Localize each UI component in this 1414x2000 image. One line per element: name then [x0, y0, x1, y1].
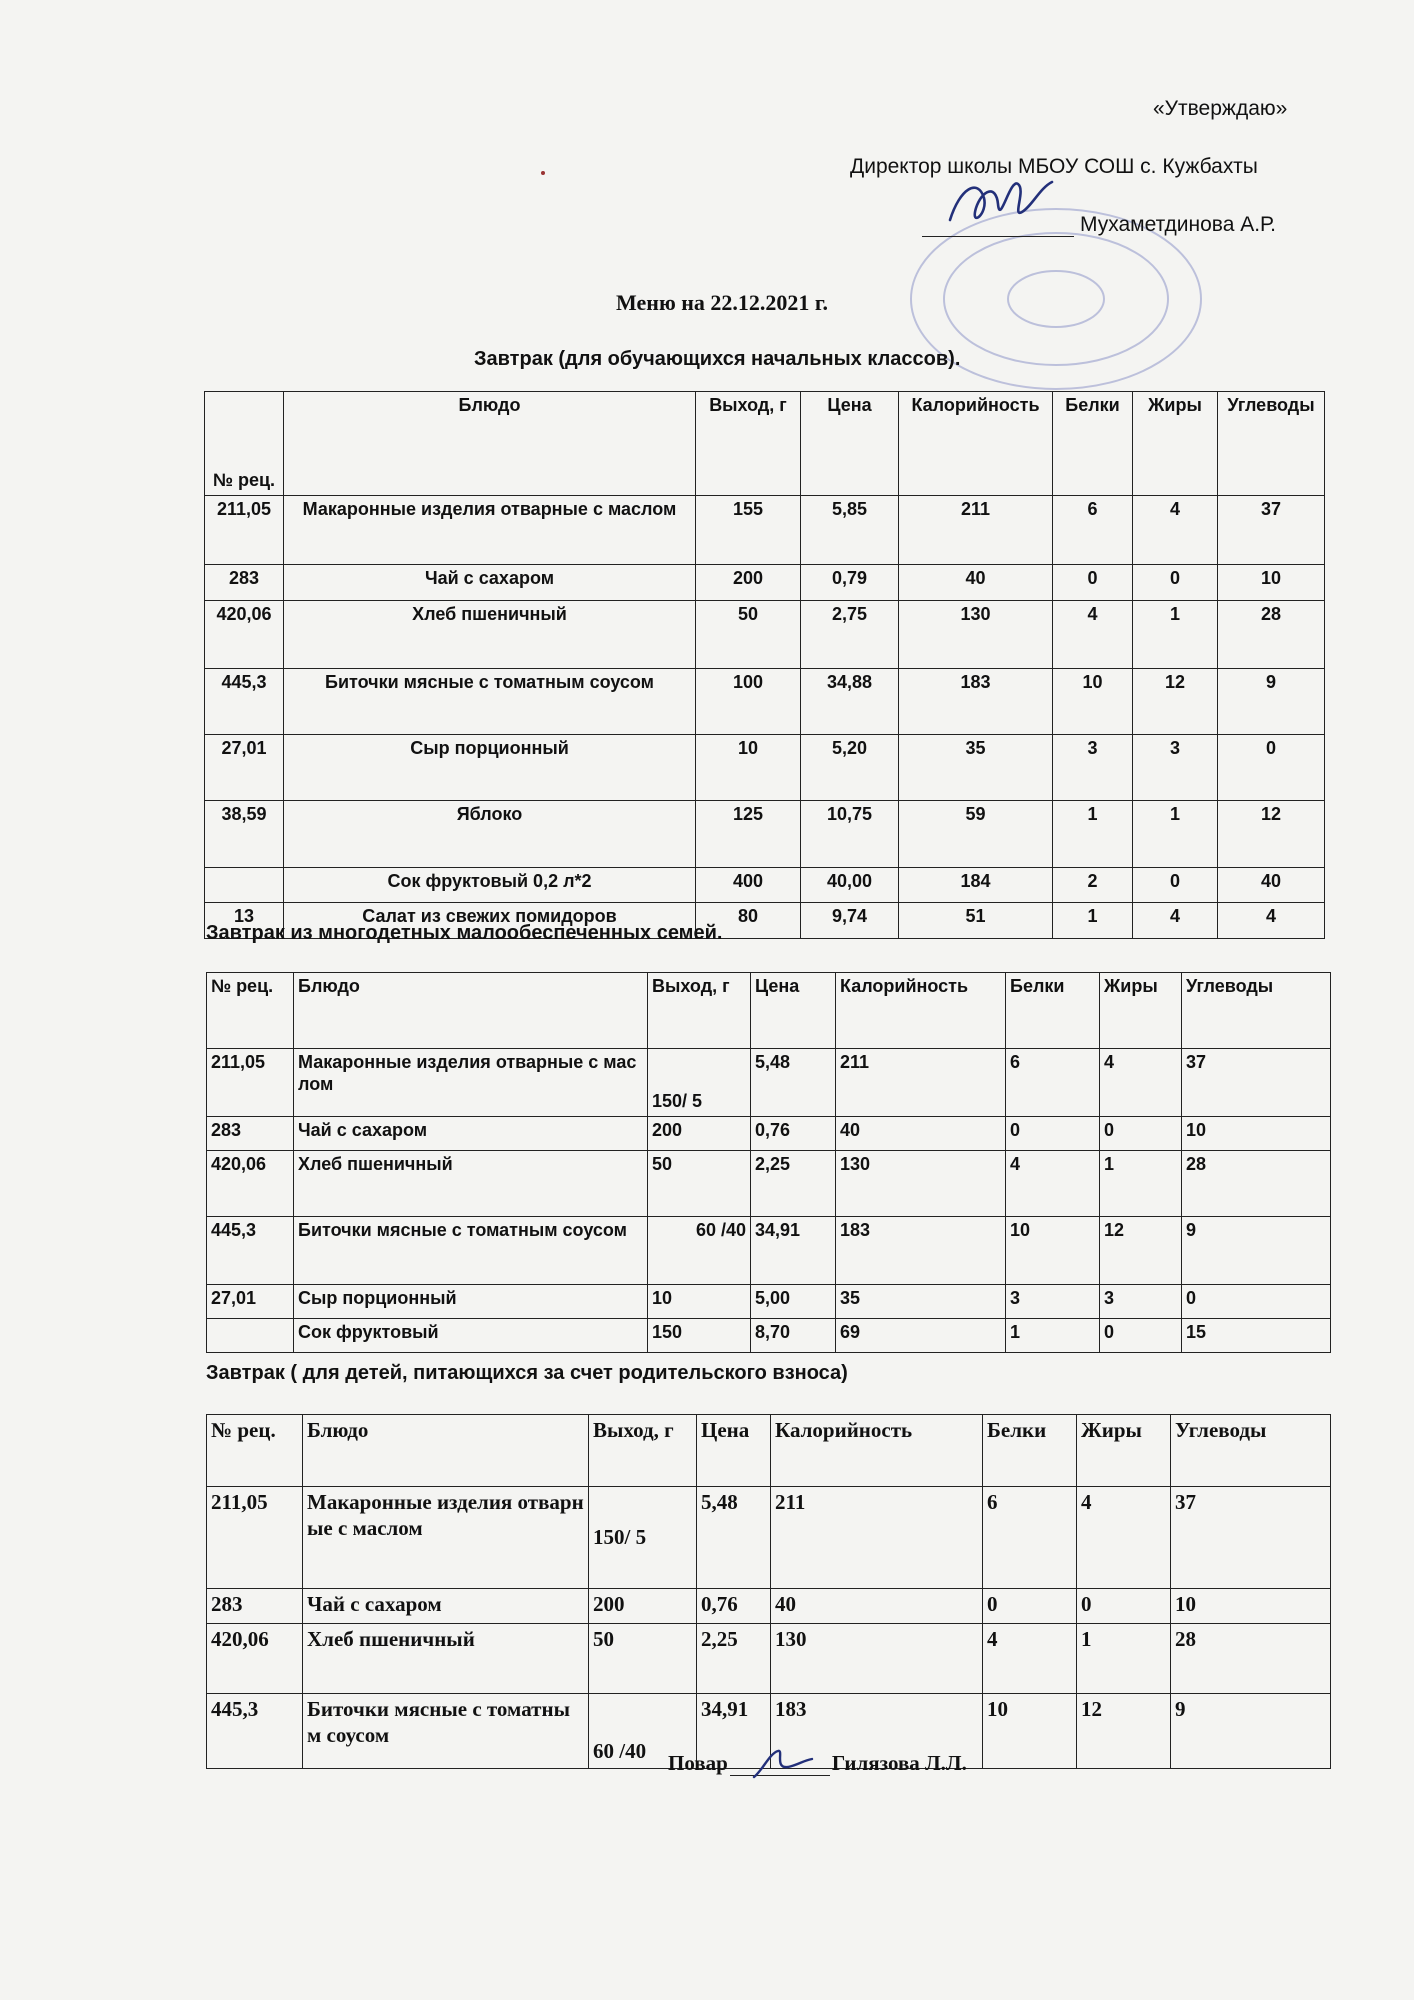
cell-portion: 100 — [696, 669, 801, 735]
cell-price: 2,25 — [751, 1151, 836, 1217]
cell-portion: 50 — [589, 1624, 697, 1694]
cell-calories: 211 — [771, 1487, 983, 1589]
cell-dish: Яблоко — [284, 801, 696, 868]
cell-recipe: 27,01 — [205, 735, 284, 801]
cell-price: 10,75 — [801, 801, 899, 868]
cook-signature-row — [668, 1751, 967, 1776]
cell-dish: Сыр порционный — [294, 1285, 648, 1319]
col-carbs: Углеводы — [1171, 1415, 1331, 1487]
cell-fats: 4 — [1133, 496, 1218, 565]
cell-dish: Биточки мясные с томатным соусом — [303, 1694, 589, 1769]
menu-table-primary — [204, 391, 1325, 939]
cell-fats: 3 — [1100, 1285, 1182, 1319]
cell-proteins: 10 — [983, 1694, 1077, 1769]
table-row — [207, 1117, 1331, 1151]
cell-carbs: 10 — [1218, 565, 1325, 601]
cell-price: 34,91 — [751, 1217, 836, 1285]
table-row — [207, 1319, 1331, 1353]
cell-recipe: 27,01 — [207, 1285, 294, 1319]
cell-dish: Макаронные изделия отварные с маслом — [284, 496, 696, 565]
cell-price: 0,76 — [697, 1589, 771, 1624]
cell-carbs: 0 — [1182, 1285, 1331, 1319]
cell-carbs: 28 — [1171, 1624, 1331, 1694]
cell-portion: 150/ 5 — [589, 1487, 697, 1589]
cell-portion: 50 — [696, 601, 801, 669]
col-proteins: Белки — [1053, 392, 1133, 496]
col-recipe-number: № рец. — [207, 1415, 303, 1487]
cell-dish: Макаронные изделия отварные с маслом — [303, 1487, 589, 1589]
table-row — [207, 1624, 1331, 1694]
cell-proteins: 6 — [1006, 1049, 1100, 1117]
menu-table-parent-funded — [206, 1414, 1331, 1769]
cell-price: 5,85 — [801, 496, 899, 565]
director-name: Мухаметдинова А.Р. — [1080, 213, 1276, 236]
cell-calories: 183 — [899, 669, 1053, 735]
table-row — [207, 1049, 1331, 1117]
cell-proteins: 6 — [983, 1487, 1077, 1589]
col-price: Цена — [697, 1415, 771, 1487]
cell-price: 5,00 — [751, 1285, 836, 1319]
ink-dot — [541, 171, 545, 175]
col-fats: Жиры — [1133, 392, 1218, 496]
col-calories: Калорийность — [771, 1415, 983, 1487]
cell-carbs: 37 — [1218, 496, 1325, 565]
cell-dish: Чай с сахаром — [284, 565, 696, 601]
cell-calories: 130 — [771, 1624, 983, 1694]
cell-fats: 0 — [1077, 1589, 1171, 1624]
table-row — [207, 1589, 1331, 1624]
cell-proteins: 0 — [1006, 1117, 1100, 1151]
cell-fats: 3 — [1133, 735, 1218, 801]
cell-portion: 400 — [696, 868, 801, 903]
cell-carbs: 28 — [1218, 601, 1325, 669]
table-row — [205, 496, 1325, 565]
cell-carbs: 10 — [1182, 1117, 1331, 1151]
col-carbs: Углеводы — [1218, 392, 1325, 496]
cell-proteins: 3 — [1053, 735, 1133, 801]
cell-price: 9,74 — [801, 903, 899, 939]
cell-price: 0,76 — [751, 1117, 836, 1151]
page-title: Меню на 22.12.2021 г. — [616, 290, 828, 315]
cell-calories: 40 — [836, 1117, 1006, 1151]
cell-carbs: 28 — [1182, 1151, 1331, 1217]
cell-price: 5,20 — [801, 735, 899, 801]
cook-signature-icon — [748, 1747, 818, 1783]
cell-calories: 130 — [836, 1151, 1006, 1217]
cell-recipe — [207, 1319, 294, 1353]
cell-calories: 35 — [899, 735, 1053, 801]
cell-fats: 1 — [1100, 1151, 1182, 1217]
cell-proteins: 0 — [983, 1589, 1077, 1624]
cell-proteins: 4 — [983, 1624, 1077, 1694]
cell-carbs: 4 — [1218, 903, 1325, 939]
cell-proteins: 6 — [1053, 496, 1133, 565]
cell-recipe: 445,3 — [207, 1217, 294, 1285]
director-signature-row — [922, 212, 1276, 237]
col-dish: Блюдо — [303, 1415, 589, 1487]
menu-table-large-families — [206, 972, 1331, 1353]
cell-proteins: 1 — [1053, 903, 1133, 939]
cell-proteins: 1 — [1006, 1319, 1100, 1353]
cell-fats: 4 — [1077, 1487, 1171, 1589]
cell-fats: 12 — [1077, 1694, 1171, 1769]
cell-calories: 40 — [899, 565, 1053, 601]
cell-dish: Биточки мясные с томатным соусом — [284, 669, 696, 735]
cell-fats: 4 — [1133, 903, 1218, 939]
cell-dish: Хлеб пшеничный — [284, 601, 696, 669]
section-title-parent-funded: Завтрак ( для детей, питающихся за счет родительского взноса) — [206, 1362, 848, 1384]
section-title-large-families: Завтрак из многодетных малообеспеченных семей. — [206, 922, 723, 944]
cell-portion: 10 — [648, 1285, 751, 1319]
cell-calories: 40 — [771, 1589, 983, 1624]
cell-recipe: 211,05 — [207, 1487, 303, 1589]
cell-fats: 12 — [1133, 669, 1218, 735]
cell-dish: Чай с сахаром — [303, 1589, 589, 1624]
cell-proteins: 4 — [1006, 1151, 1100, 1217]
cell-proteins: 4 — [1053, 601, 1133, 669]
table-row — [205, 601, 1325, 669]
table-row — [207, 1487, 1331, 1589]
cell-proteins: 3 — [1006, 1285, 1100, 1319]
cell-price: 5,48 — [751, 1049, 836, 1117]
cell-recipe: 420,06 — [207, 1624, 303, 1694]
col-calories: Калорийность — [836, 973, 1006, 1049]
cell-calories: 183 — [771, 1694, 983, 1769]
col-price: Цена — [751, 973, 836, 1049]
cell-price: 34,91 — [697, 1694, 771, 1769]
cell-portion: 200 — [589, 1589, 697, 1624]
table-header-row — [205, 392, 1325, 496]
cell-fats: 0 — [1100, 1319, 1182, 1353]
cell-price: 8,70 — [751, 1319, 836, 1353]
cell-carbs: 37 — [1171, 1487, 1331, 1589]
section-title-primary: Завтрак (для обучающихся начальных классов). — [474, 348, 961, 370]
cell-dish: Чай с сахаром — [294, 1117, 648, 1151]
cell-carbs: 10 — [1171, 1589, 1331, 1624]
cell-portion: 155 — [696, 496, 801, 565]
col-portion: Выход, г — [589, 1415, 697, 1487]
cell-recipe: 13 — [205, 903, 284, 939]
cell-portion: 60 /40 — [589, 1694, 697, 1769]
cell-portion: 150/ 5 — [648, 1049, 751, 1117]
table-row — [207, 1217, 1331, 1285]
director-signature-icon — [940, 168, 1060, 238]
cell-recipe: 283 — [207, 1117, 294, 1151]
cell-price: 34,88 — [801, 669, 899, 735]
cell-portion: 50 — [648, 1151, 751, 1217]
table-row — [207, 1151, 1331, 1217]
cell-price: 2,75 — [801, 601, 899, 669]
cell-dish: Хлеб пшеничный — [303, 1624, 589, 1694]
cell-carbs: 0 — [1218, 735, 1325, 801]
col-proteins: Белки — [983, 1415, 1077, 1487]
table-header-row — [207, 973, 1331, 1049]
cell-price: 5,48 — [697, 1487, 771, 1589]
cell-price: 0,79 — [801, 565, 899, 601]
col-recipe-number: № рец. — [205, 392, 284, 496]
cell-fats: 0 — [1133, 565, 1218, 601]
cell-fats: 0 — [1100, 1117, 1182, 1151]
cell-price: 40,00 — [801, 868, 899, 903]
col-proteins: Белки — [1006, 973, 1100, 1049]
cell-portion: 150 — [648, 1319, 751, 1353]
cell-calories: 35 — [836, 1285, 1006, 1319]
cell-recipe: 211,05 — [205, 496, 284, 565]
cell-recipe: 445,3 — [207, 1694, 303, 1769]
col-dish: Блюдо — [284, 392, 696, 496]
cell-calories: 69 — [836, 1319, 1006, 1353]
table-row — [205, 868, 1325, 903]
cell-carbs: 40 — [1218, 868, 1325, 903]
cell-proteins: 1 — [1053, 801, 1133, 868]
col-dish: Блюдо — [294, 973, 648, 1049]
cook-label: Повар — [668, 1751, 728, 1775]
cell-calories: 51 — [899, 903, 1053, 939]
table-header-row — [207, 1415, 1331, 1487]
col-price: Цена — [801, 392, 899, 496]
cell-recipe — [205, 868, 284, 903]
cell-recipe: 420,06 — [205, 601, 284, 669]
col-portion: Выход, г — [648, 973, 751, 1049]
cell-recipe: 38,59 — [205, 801, 284, 868]
cell-dish: Сыр порционный — [284, 735, 696, 801]
table-row — [205, 669, 1325, 735]
cell-recipe: 445,3 — [205, 669, 284, 735]
cell-proteins: 0 — [1053, 565, 1133, 601]
cell-proteins: 2 — [1053, 868, 1133, 903]
cell-calories: 130 — [899, 601, 1053, 669]
cell-carbs: 15 — [1182, 1319, 1331, 1353]
cell-proteins: 10 — [1006, 1217, 1100, 1285]
cell-carbs: 9 — [1182, 1217, 1331, 1285]
cell-recipe: 283 — [205, 565, 284, 601]
cell-fats: 1 — [1133, 601, 1218, 669]
director-title: Директор школы МБОУ СОШ с. Кужбахты — [850, 155, 1258, 178]
col-carbs: Углеводы — [1182, 973, 1331, 1049]
cell-proteins: 10 — [1053, 669, 1133, 735]
col-fats: Жиры — [1077, 1415, 1171, 1487]
cell-recipe: 211,05 — [207, 1049, 294, 1117]
cell-carbs: 37 — [1182, 1049, 1331, 1117]
cell-fats: 1 — [1077, 1624, 1171, 1694]
cell-recipe: 283 — [207, 1589, 303, 1624]
cell-portion: 80 — [696, 903, 801, 939]
cell-dish: Биточки мясные с томатным соусом — [294, 1217, 648, 1285]
cell-dish: Сок фруктовый — [294, 1319, 648, 1353]
table-row — [207, 1285, 1331, 1319]
cell-fats: 0 — [1133, 868, 1218, 903]
cell-price: 2,25 — [697, 1624, 771, 1694]
cell-portion: 200 — [696, 565, 801, 601]
cell-portion: 200 — [648, 1117, 751, 1151]
cell-calories: 211 — [899, 496, 1053, 565]
cell-carbs: 9 — [1171, 1694, 1331, 1769]
table-row — [205, 801, 1325, 868]
cell-portion: 60 /40 — [648, 1217, 751, 1285]
cell-dish: Хлеб пшеничный — [294, 1151, 648, 1217]
cell-calories: 59 — [899, 801, 1053, 868]
cell-fats: 1 — [1133, 801, 1218, 868]
col-calories: Калорийность — [899, 392, 1053, 496]
approval-label: «Утверждаю» — [1153, 97, 1288, 120]
cell-fats: 12 — [1100, 1217, 1182, 1285]
cell-carbs: 9 — [1218, 669, 1325, 735]
signature-line — [730, 1753, 830, 1776]
cell-dish: Салат из свежих помидоров — [284, 903, 696, 939]
cell-dish: Макаронные изделия отварные с маслом — [294, 1049, 648, 1117]
cell-dish: Сок фруктовый 0,2 л*2 — [284, 868, 696, 903]
col-fats: Жиры — [1100, 973, 1182, 1049]
cook-name: Гилязова Л.Л. — [831, 1751, 967, 1775]
cell-calories: 211 — [836, 1049, 1006, 1117]
cell-portion: 10 — [696, 735, 801, 801]
cell-recipe: 420,06 — [207, 1151, 294, 1217]
cell-calories: 183 — [836, 1217, 1006, 1285]
signature-line — [922, 212, 1074, 237]
table-row — [205, 735, 1325, 801]
cell-carbs: 12 — [1218, 801, 1325, 868]
col-recipe-number: № рец. — [207, 973, 294, 1049]
cell-calories: 184 — [899, 868, 1053, 903]
table-row — [205, 565, 1325, 601]
col-portion: Выход, г — [696, 392, 801, 496]
cell-fats: 4 — [1100, 1049, 1182, 1117]
cell-portion: 125 — [696, 801, 801, 868]
